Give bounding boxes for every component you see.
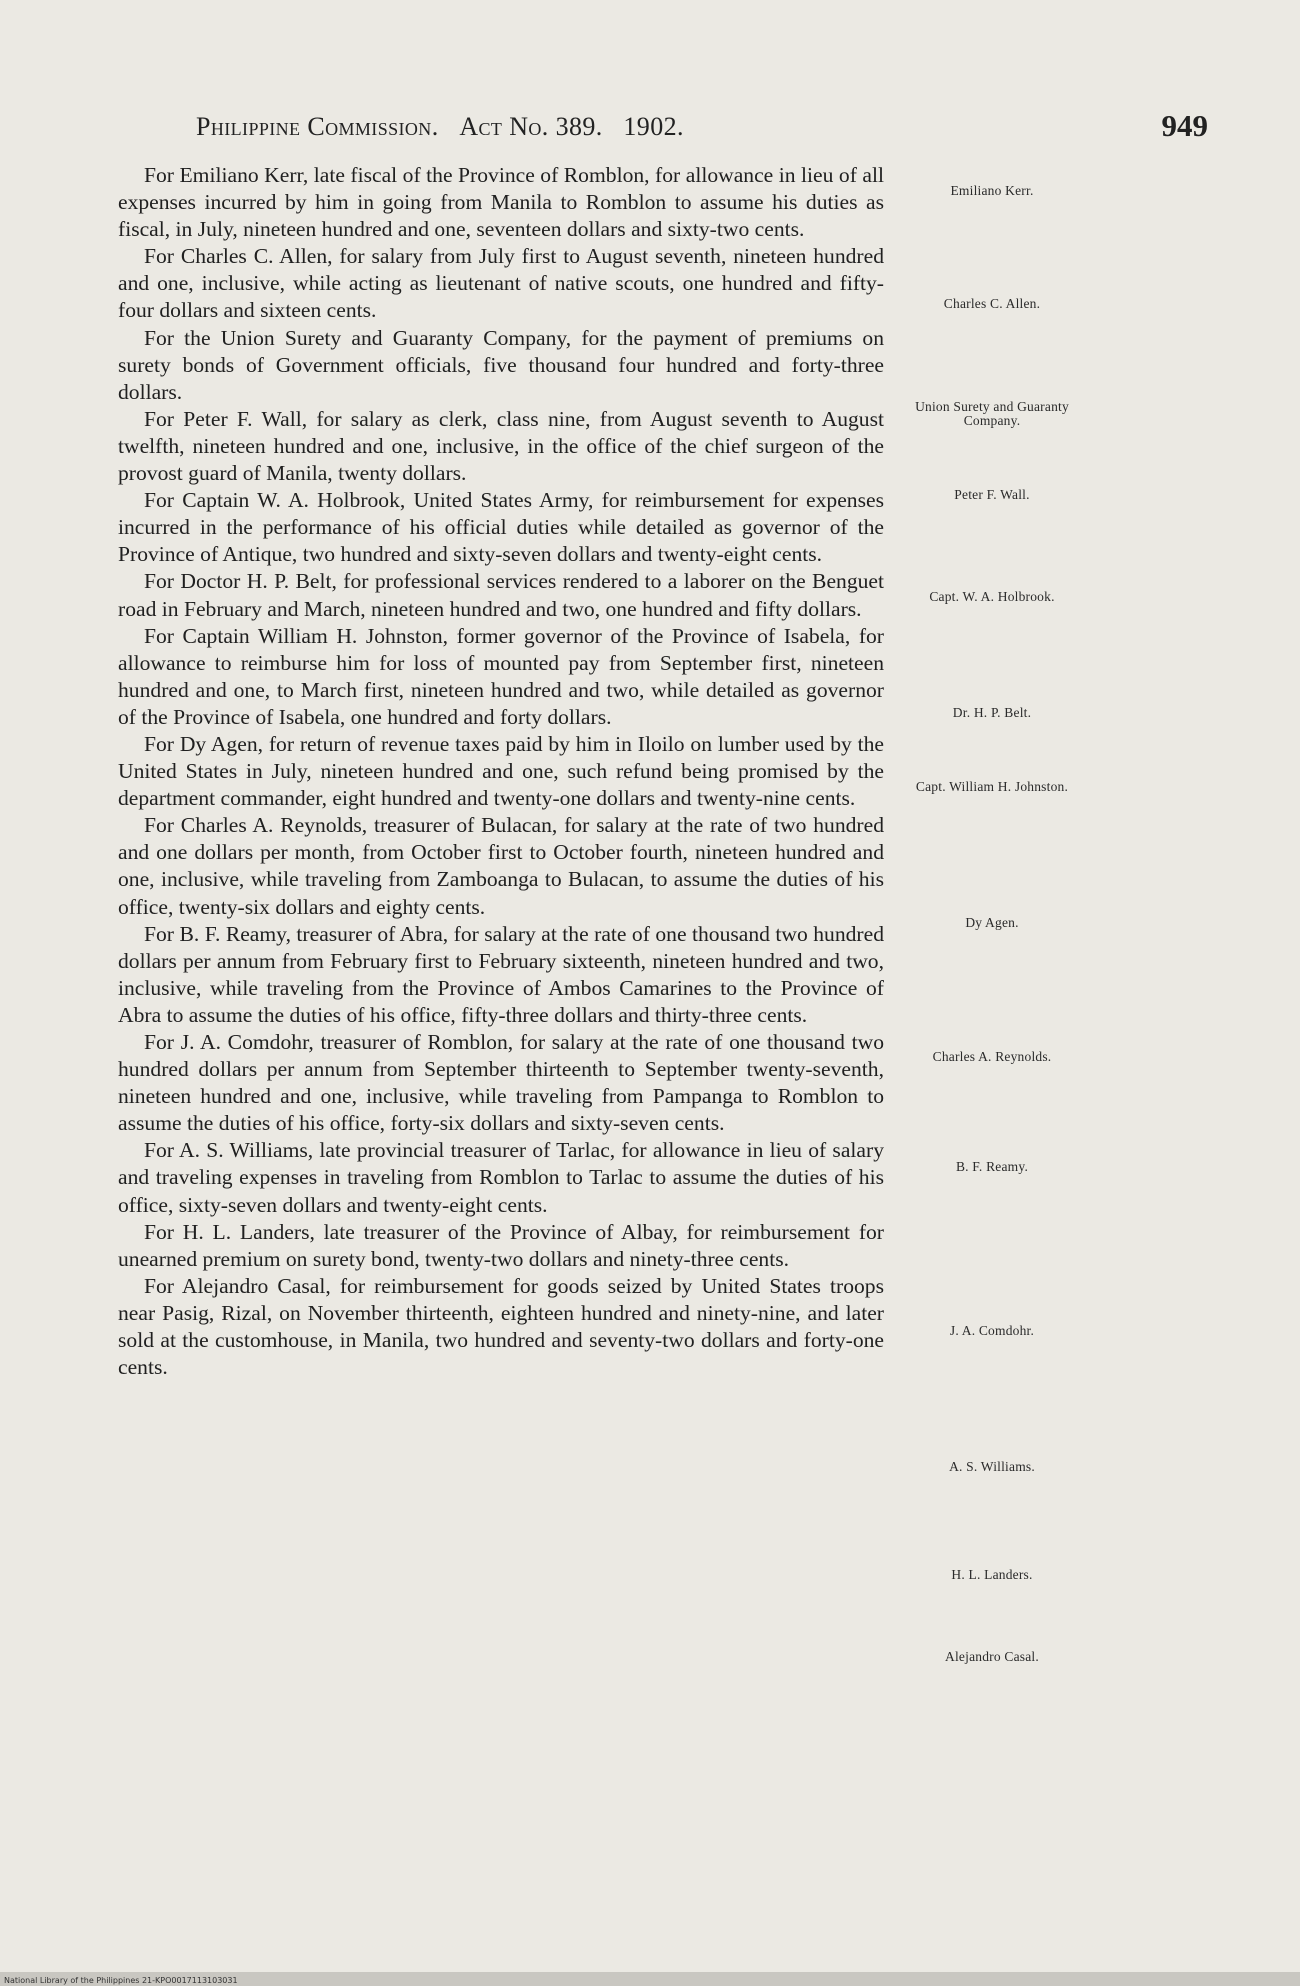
- running-head-year: 1902.: [623, 112, 684, 141]
- paragraph: For Peter F. Wall, for salary as clerk, class nine, from August seventh to August twelfth, nineteen hundred and one, inclusive, in the office of the chief surgeon of the provost guard of Manila, twenty dollars.: [118, 406, 884, 486]
- paragraph: For A. S. Williams, late provincial treasurer of Tarlac, for allowance in lieu of salary and traveling expenses in traveling from Romblon to Tarlac to assume the duties of his office, sixty-seven dollars and twenty-eight cents.: [118, 1138, 884, 1217]
- margin-note: B. F. Reamy.: [955, 1159, 1029, 1174]
- margin-note: H. L. Landers.: [951, 1567, 1033, 1582]
- margin-note: Peter F. Wall.: [954, 487, 1030, 502]
- margin-note: Charles A. Reynolds.: [932, 1049, 1052, 1064]
- paragraph: For Alejandro Casal, for reimbursement for goods seized by United States troops near Pasig, Rizal, on November thirteenth, eighteen hundred and ninety-nine, and later sold at the customhouse, in Manila, two hundred and seventy-two dollars and forty-one cents.: [118, 1273, 884, 1380]
- body-text: [118, 162, 884, 1381]
- paragraph: For the Union Surety and Guaranty Company, for the payment of premiums on surety bonds of Government officials, five thousand four hundred and forty-three dollars.: [118, 325, 884, 404]
- margin-note: Charles C. Allen.: [943, 296, 1041, 311]
- page-number: 949: [1161, 108, 1208, 143]
- margin-note: Capt. William H. Johnston.: [915, 779, 1069, 794]
- footer-text: National Library of the Philippines 21-KPO0017113103031: [4, 1976, 238, 1985]
- running-head: [196, 112, 684, 142]
- footer-strip: [0, 1972, 1300, 1986]
- paragraph: For H. L. Landers, late treasurer of the Province of Albay, for reimbursement for unearned premium on surety bond, twenty-two dollars and ninety-three cents.: [118, 1219, 884, 1271]
- paragraph: For Charles A. Reynolds, treasurer of Bulacan, for salary at the rate of two hundred and one dollars per month, from October first to October fourth, nineteen hundred and one, inclusive, while traveling from Zamboanga to Bulacan, to assume the duties of his office, twenty-six dollars and eighty cents.: [118, 813, 884, 919]
- margin-note: Dr. H. P. Belt.: [952, 705, 1032, 720]
- paragraph: For Captain William H. Johnston, former governor of the Province of Isabela, for allowance to reimburse him for loss of mounted pay from September first, nineteen hundred and one, to March first, nineteen hundred and two, while detailed as governor of the Province of Isabela, one hundred and forty dollars.: [118, 623, 884, 729]
- page-header: [196, 108, 1208, 152]
- paragraph: For J. A. Comdohr, treasurer of Romblon, for salary at the rate of one thousand two hundred dollars per annum from September thirteenth to September twenty-seventh, nineteen hundred and one, inclusive, while traveling from Pampanga to Romblon to assume the duties of his office, forty-six dollars and sixty-seven cents.: [118, 1030, 884, 1136]
- margin-note: A. S. Williams.: [949, 1459, 1035, 1474]
- running-head-act: Act No. 389.: [459, 112, 603, 141]
- paragraph: For Dy Agen, for return of revenue taxes paid by him in Iloilo on lumber used by the United States in July, nineteen hundred and one, such refund being promised by the department commander, eight hundred and twenty-one dollars and twenty-nine cents.: [118, 731, 884, 811]
- paragraph: For Charles C. Allen, for salary from July first to August seventh, nineteen hundred and one, inclusive, while acting as lieutenant of native scouts, one hundred and fifty-four dollars and sixteen cents.: [118, 244, 884, 323]
- paragraph: For Doctor H. P. Belt, for professional services rendered to a laborer on the Benguet road in February and March, nineteen hundred and two, one hundred and fifty dollars.: [118, 569, 884, 621]
- margin-note: Capt. W. A. Holbrook.: [929, 589, 1055, 604]
- margin-note: Dy Agen.: [965, 915, 1019, 930]
- margin-note: Alejandro Casal.: [945, 1649, 1039, 1664]
- paragraph: For B. F. Reamy, treasurer of Abra, for salary at the rate of one thousand two hundred dollars per annum from February first to February sixteenth, nineteen hundred and two, inclusive, while traveling from the Province of Ambos Camarines to the Province of Abra to assume the duties of his office, fifty-three dollars and thirty-three cents.: [118, 921, 884, 1027]
- margin-note: Emiliano Kerr.: [950, 183, 1034, 198]
- margin-note: Union Surety and Guaranty Company.: [915, 399, 1069, 428]
- paragraph: For Emiliano Kerr, late fiscal of the Province of Romblon, for allowance in lieu of all expenses incurred by him in going from Manila to Romblon to assume his duties as fiscal, in July, nineteen hundred and one, seventeen dollars and sixty-two cents.: [118, 163, 884, 242]
- margin-note: J. A. Comdohr.: [949, 1323, 1035, 1338]
- paragraph: For Captain W. A. Holbrook, United States Army, for reimbursement for expenses incurred in the performance of his official duties while detailed as governor of the Province of Antique, two hundred and sixty-seven dollars and twenty-eight cents.: [118, 488, 884, 567]
- running-head-title: Philippine Commission.: [196, 112, 439, 141]
